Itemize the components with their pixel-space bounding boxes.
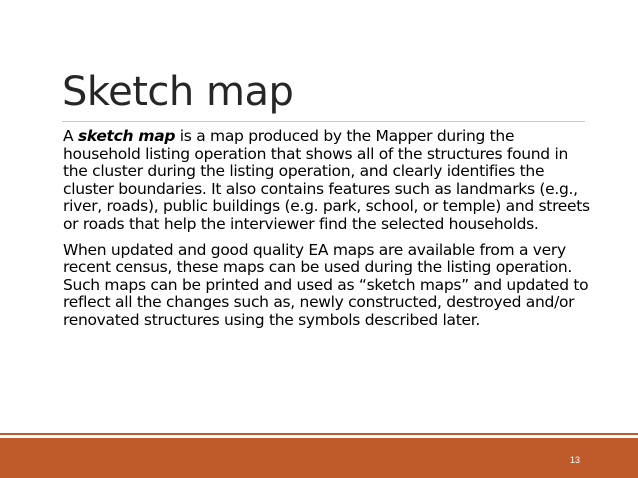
footer-bar (0, 438, 638, 478)
paragraph-definition-text: is a map produced by the Mapper during the household listing operation that shows all of the structures found in the cluster during the listing operation, and clearly identifies the cluster boundaries. It also contains features such as landmarks (e.g., river, roads), public buildings (e.g. park, school, or temple) and streets or roads that help the interviewer find the selected households. (63, 127, 590, 233)
footer-accent-line (0, 433, 638, 435)
page-number: 13 (569, 455, 580, 465)
paragraph-ea-maps: When updated and good quality EA maps are available from a very recent census, these maps can be used during the listing operation. Such maps can be printed and used as “sketch maps” and updated to reflect all the changes such as, newly constructed, destroyed and/or renovated structures using the symbols described later. (63, 240, 589, 329)
paragraph-definition (63, 128, 593, 234)
slide-body (63, 128, 593, 338)
term-sketch-map: sketch map (77, 127, 176, 145)
title-divider (62, 121, 585, 122)
paragraph-lead: A (63, 127, 78, 145)
slide-title: Sketch map (62, 69, 294, 115)
